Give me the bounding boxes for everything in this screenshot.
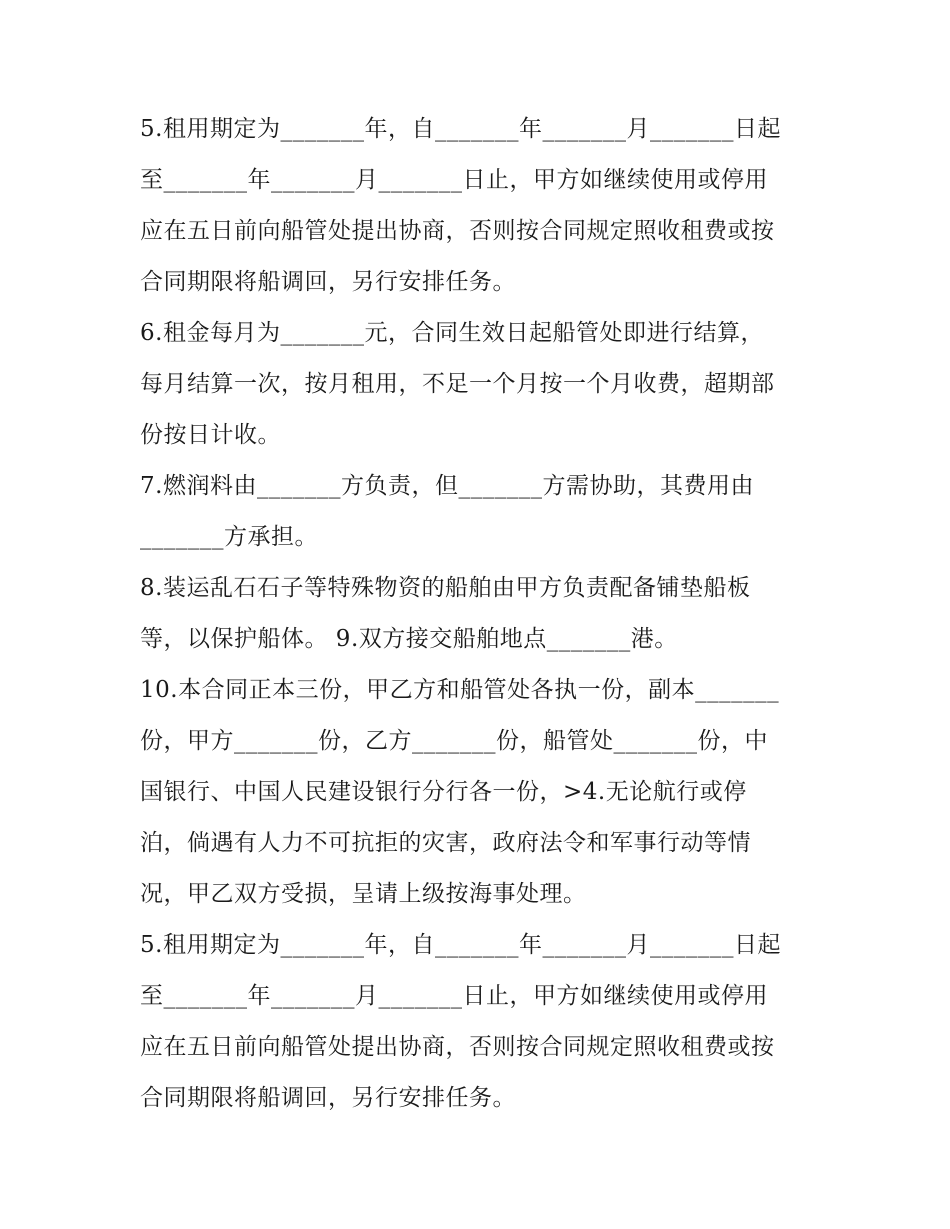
text-line: 每月结算一次，按月租用，不足一个月按一个月收费，超期部 xyxy=(140,371,775,397)
text-line: 5.租用期定为_______年，自_______年_______月_______日起 xyxy=(140,116,781,142)
text-line: 6.租金每月为_______元，合同生效日起船管处即进行结算， xyxy=(140,320,764,346)
text-line: 合同期限将船调回，另行安排任务。 xyxy=(140,1085,516,1111)
text-line: 应在五日前向船管处提出协商，否则按合同规定照收租费或按 xyxy=(140,1034,775,1060)
text-line: 况，甲乙双方受损，呈请上级按海事处理。 xyxy=(140,881,587,907)
text-line: 5.租用期定为_______年，自_______年_______月_______日起 xyxy=(140,932,781,958)
text-line: 7.燃润料由_______方负责，但_______方需协助，其费用由 xyxy=(140,473,754,499)
text-line: 等，以保护船体。 9.双方接交船舶地点_______港。 xyxy=(140,626,678,652)
text-line: 泊，倘遇有人力不可抗拒的灾害，政府法令和军事行动等情 xyxy=(140,830,751,856)
text-line: _______方承担。 xyxy=(140,524,318,550)
text-line: 8.装运乱石石子等特殊物资的船舶由甲方负责配备铺垫船板 xyxy=(140,575,751,601)
text-line: 应在五日前向船管处提出协商，否则按合同规定照收租费或按 xyxy=(140,218,775,244)
text-line: 合同期限将船调回，另行安排任务。 xyxy=(140,269,516,295)
document-body xyxy=(140,104,830,1124)
text-line: 10.本合同正本三份，甲乙方和船管处各执一份，副本_______ xyxy=(140,677,780,703)
text-line: 至_______年_______月_______日止，甲方如继续使用或停用 xyxy=(140,167,768,193)
text-line: 份，甲方_______份，乙方_______份，船管处_______份，中 xyxy=(140,728,768,754)
text-line: 份按日计收。 xyxy=(140,422,281,448)
text-line: 国银行、中国人民建设银行分行各一份，>4.无论航行或停 xyxy=(140,779,747,805)
text-line: 至_______年_______月_______日止，甲方如继续使用或停用 xyxy=(140,983,768,1009)
